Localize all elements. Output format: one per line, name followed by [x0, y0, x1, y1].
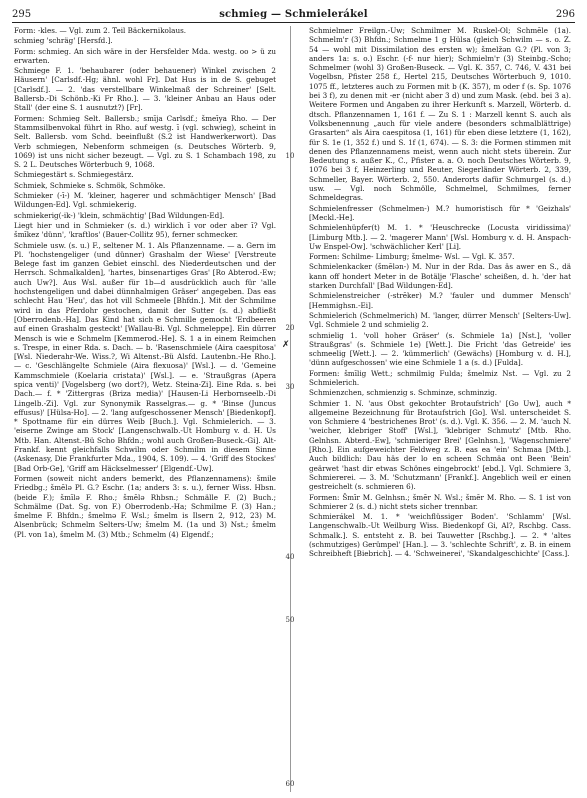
right-entry-7: schmielig 1. 'voll hoher Gräser' (s. Schmiele 1a) [Nst.], 'voller Straußgras' (s. Schmiele 1e) [Wett.]. Die Fricht 'das Getreide' ies schmeelig [Wett.]. — 2. 'kümmerlich' (Gewächs) [Homburg v. d. H.], 'dünn aufgeschossen' wie eine Schmiele 1 a (s. d.) [Fulda]. — [309, 330, 571, 368]
line-number-10: 10 — [285, 152, 295, 160]
left-entry-11: Formen (soweit nicht anders bemerkt, des Pflanzennamens): šmile Friedbg.; šmēlə Pl. G.? Eschr. (1a; anders 3: s. u.), ferner Wiss. Hbsn. (beide F.); šmīlə F. Rho.; šmēlə Rhbsn.; Schmälle F. (2) Buch.; Schmälme (Dat. Sg. von F.) Oberrodenb.-Ha; Schmilme F. (3) Han.; šmelme F. Bhfdn.; šmelmə F. Wsl.; šmelm is Ilsern 2, 912, 23) M. Alsenbrück; Schmelm Selters-Uw; šmelm M. (1a und 3) Nst.; šmelm (Pl. von 1a), šmelm M. (3) Mtb.; Schmelm (4) Elgendf.; — [14, 473, 276, 539]
right-entry-9: Schmienzchen, schmienzig s. Schminze, schminzig. — [309, 388, 498, 398]
right-entry-2: Schmielenhüpfer(t) M. 1. * 'Heuschrecke (Locusta viridissima)' [Limburg Mtb.]. — 2. 'magerer Mann' [Wsl. Homburg v. d. H. Anspach-Uw Enspel-Ow]. 'schwächlicher Kerl' [Li]. — [309, 223, 571, 251]
left-entry-3: Schmiege F. 1. 'behaubarer (oder behauener) Winkel zwischen 2 Häusern' [Carlsdf.-Hg; ähnl. wohl Fr]. Dat Hus is in de S. gebuget [Carlsdf.]. — 2. 'das verstellbare Winkelmaß der Schreiner' [Selt. Ballersb.-Di Schönb.-Ki Fr Rho.]. — 3. 'kleiner Anbau an Haus oder Stall' (der eine S. 1 ausnutzt?) [Fr]. — [14, 66, 276, 113]
right-entry-1: Schmielenfresser (Schmelmen-) M.? humoristisch für * 'Geizhals' [Meckl.-He]. — [309, 203, 571, 222]
right-entry-10: Schmier 1. N. 'aus Obst gekochter Brotaufstrich' [Go Uw], auch * allgemeine Bezeichnung für Brotaufstrich [Go]. Wsl. unterscheidet S. von Schmiere 4 'bestrichenes Brot' (s. d.). Vgl. K. 356. — 2. M. 'auch N. 'weicher, klebriger Stoff' [Wsl.], 'klebriger Schmutz' [Mtb. Rho. Gelnhsn. Abterd.-Ew], 'schmieriger Brei' [Gelnhsn.], 'Wagenschmiere' [Rho.]. Ein aufgeweichter Feldweg z. B. eas ea 'ein' Schmaa [Mtb.]. Auch bildlich: Dau häs der lo en scheen Schmäa ont Been 'Bein' geärwet 'hast dir etwas Schönes eingebrockt' [ebd.]. Vgl. Schmiere 3, Schmiererei. — 3. M. 'Schutzmann' [Frankf.]. Angeblich weil er einen gestreichelt (s. schmieren 6). — [309, 398, 571, 492]
left-entry-5: Schmiegestärt s. Schmiegestärz. — [14, 170, 134, 180]
line-number-30: 30 — [285, 383, 295, 391]
line-number-40: 40 — [285, 553, 295, 561]
left-entry-8: schmiekerig(-ik-) 'klein, schmächtig' [Bad Wildungen-Ed]. — [14, 210, 225, 220]
left-entry-4: Formen: Schmieg Selt. Ballersb.; smīja Carlsdf.; šmeīya Rho. — Der Stammsilbenvokal führt in Rho. auf westg. ī (vgl. schwieg), scheint in Selt. Ballersb. vom Schd. beeinflußt (S.2 ist Handwerkerwort). Das Verb schmiegen, Nebenform schmeigen (s. Deutsches Wörterb. 9, 1069) ist uns nicht sicher bezeugt. — Vgl. zu S. 1 Schambach 198, zu S. 2 L. Deutsches Wörterbuch 9, 1068. — [14, 113, 276, 170]
right-entry-5: Schmielenstreicher (-strēker) M.? 'fauler und dummer Mensch' [Hemmighsn.-Ei]. — [309, 291, 571, 310]
left-entry-7: Schmieker (-ī-) M. 'kleiner, hagerer und schmächtiger Mensch' [Bad Wildungen-Ed]. Vgl. schmiekerig. — [14, 191, 276, 210]
right-entry-12: Schmierákel M. 1. * 'weichflüssiger Boden'. 'Schlamm' [Wsl. Langenschwalb.-Ut Weilburg Wiss. Biedenkopf Gi, Al?, Rschbg. Cass. Schmalk.]. S. entsteht z. B. bei Tauwetter [Rschbg.]. — 2. * 'altes (schmutziges) Gerümpel' [Han.]. — 3. 'schlechte Schrift', z. B. in einem Schreibheft [Biebrich]. — 4. 'Schweinerei', 'Skandalgeschichte' [Cass.]. — [309, 512, 571, 559]
header-rule — [12, 22, 575, 23]
left-entry-2: Form: schmieg. An sich wäre in der Hersfelder Mda. westg. oo > ü zu erwarten. — [14, 46, 276, 65]
left-column — [14, 26, 276, 792]
left-entry-6: Schmiek, Schmieke s. Schmök, Schmöke. — [14, 180, 166, 190]
column-divider — [290, 26, 291, 792]
page-header — [12, 7, 575, 21]
line-number-60: 60 — [285, 780, 295, 788]
left-entry-9: Liegt hier und in Schmieker (s. d.) wirklich ī vor oder aber ī? Vgl. šmīkez 'dünn', 'kraftlos' (Bauer-Collitz 95), ferner schmecker. — [14, 220, 276, 240]
left-entry-1: schmieg 'schräg' [Hersfd.]. — [14, 36, 113, 46]
right-entry-11: Formen: Šmīr M. Gelnhsn.; šmēr N. Wsl.; šmēr M. Rho. — S. 1 ist von Schmierer 2 (s. d.) nicht stets sicher trennbar. — [309, 492, 571, 511]
right-entry-8: Formen: šmīlig Wett.; schmilmig Fulda; šmelmiz Nst. — Vgl. zu 2 Schmielerich. — [309, 368, 571, 387]
right-entry-0: Schmielmer Freilgn.-Uw; Schmilmer M. Ruskel-Ol; Schmēle (1a). Schmelm'r (3) Bhfdn.; Schmelme 1 g Hülsa (gleich Schwilm — s. o. Z. 54 — wohl mit Dissimilation des ersten w); šmelžən G.? (Pl. von 3; anders 1a: s. o.) Eschr. (-f- nur hier); Schmielm'r (3) Steinbg.-Scho; Schmelmer (wohl 3) Großen-Buseck. — Vgl. K. 357, C. 746, V. 431 bei Vogelbsn, Pfister 258 f., Hertel 215, Deutsches Wörterbuch 9, 1010. 1075 ff., letzteres auch zu Formen mit b (K. 357), m oder f (s. Sp. 1076 bei 3 f), zu denen mit -er (nicht aber 3 d) und zum Mask. (ebd. bei 3 a). Weitere Formen und Angaben zu ihrer Herkunft s. Marzell, Wörterb. d. dtsch. Pflanzennamen 1, 161 f. — Zu S. 1 : Marzell kennt S. auch als Volksbenennung „auch für viele andere (besonders schmalblättrige) Grasarten“ als Aira caespitosa (1, 161) für eben diese letztere (1, 162), für S. 1e (1, 352 f.) und S. 1f (1, 674). — S. 3: die Formen stimmen mit denen des Pflanzennamens meist, wenn auch nicht stets überein. Zur Bedeutung s. außer K., C., Pfister a. a. O. noch Deutsches Wörterb. 9, 1076 bei 3 f, Heinzerling und Reuter, Siegerländer Wörterb. 2, 339, Schmeller, Bayer. Wörterb. 2, 550. Anderorts dafür Schmurgel (s. d.) usw. — Vgl. noch Schmölle, Schmelmel, Schmilmes, ferner Schmeldegras. — [309, 26, 571, 203]
page-number-left: 295 — [12, 8, 32, 20]
right-entry-6: Schmielerich (Schmelmerich) M. 'langer, dürrer Mensch' [Selters-Uw]. Vgl. Schmiele 2 und schmielig 2. — [309, 310, 571, 330]
line-number-50: 50 — [285, 616, 295, 624]
right-entry-3: Formen: Schilme- Limburg; šmelme- Wsl. — Vgl. K. 357. — [309, 252, 515, 262]
right-column — [309, 26, 571, 792]
line-number-20: 20 — [285, 324, 295, 332]
page-number-right: 296 — [555, 8, 575, 20]
right-entry-4: Schmielenkacker (šmēlən-) M. Nur in der Rda. Das äs awer en S., dä kann off hondert Meter in de Botälje 'Flasche' scheißen, d. h. 'der hat starken Durchfall' [Bad Wildungen-Ed]. — [309, 262, 571, 291]
cross-mark: ✗ — [282, 340, 290, 350]
left-entry-0: Form: -kles. — Vgl. zum 2. Teil Bäckernikolaus. — [14, 26, 187, 35]
left-entry-10: Schmiele usw. (s. u.) F., seltener M. 1. Als Pflanzenname. — a. Gern im Pl. 'hochstengeliger (und dünner) Grashalm der Wiese' [Verstreute Belege fast im ganzen Gebiet einschl. des Niederdeutschen und der Herrsch. Schmalkalden], 'hartes, binsenartiges Gras' [Ro Abterod.-Ew; auch Uw?]. Aus Wsl. außer für 1b—d ausdrücklich auch für 'alle hochstengeligen und dabei dünnhalmigen Gräser' angegeben. Das eas schlecht Hau 'Heu', das hot vill Schmeele [Bhfdn.]. Mit der Schmilme wird in das Pferdohr gestochen, damit der Sutter (s. d.) abfließt [Oberrodenb.-Ha]. Das Kind hat sich e Schmille gemocht 'Erdbeeren auf einen Grashalm gesteckt' [Wallau-Bi. Vgl. Schmeleppe]. Ein dürrer Mensch is wie e Schmelm [Kemmerod.-He]. S. 1 a in einem Reimchen s. Trespe, in einer Rda. s. Dach. — b. 'Rasenschmiele (Aira caespitosa' [Wsl. Niederahr-We. Wiss.?, Wi Altenst.-Bü Alsfd. Lautenbn.-He Rho.]. — c. 'Geschlängelte Schmiele (Aira flexuosa)' [Wsl.]. — d. 'Gemeine Kammschmiele (Koelaria cristata)' [Wsl.]. — e. 'Straußgras (Apera spica venti)' [Vogelsberg (wo dort?), Wetz. Steina-Zi]. Eine Rda. s. bei Dach.— f. * 'Zittergras (Briza media)' [Hausen-Li Herbornseelb.-Di Lingelb.-Zi]. Vgl. zur Synonymik Rasselgras.— g. * 'Binse (Juncus effusus)' [Hülsa-Ho]. — 2. 'lang aufgeschossener Mensch' [Biedenkopf]. * Spottname für ein dürres Weib [Buch.]. Vgl. Schmielerich. — 3. 'eiserne Zwinge am Stock' [Langenschwalb.-Ut Homburg v. d. H. Us Mtb. Han. Altenst.-Bü Scho Bhfdn.; wohl auch Großen-Buseck.-Gi]. Alt-Frankf. kennt gleichfalls Schwilm oder Schmilm in diesem Sinne (Askenasy, Die Frankfurter Mda., 1904, S. 109). — 4. 'Griff des Stockes' [Bad Orb-Ge], 'Griff am Häckselmesser' [Elgendf.-Uw]. — [14, 240, 276, 473]
page-title: schmieg — Schmielerákel — [219, 8, 368, 20]
